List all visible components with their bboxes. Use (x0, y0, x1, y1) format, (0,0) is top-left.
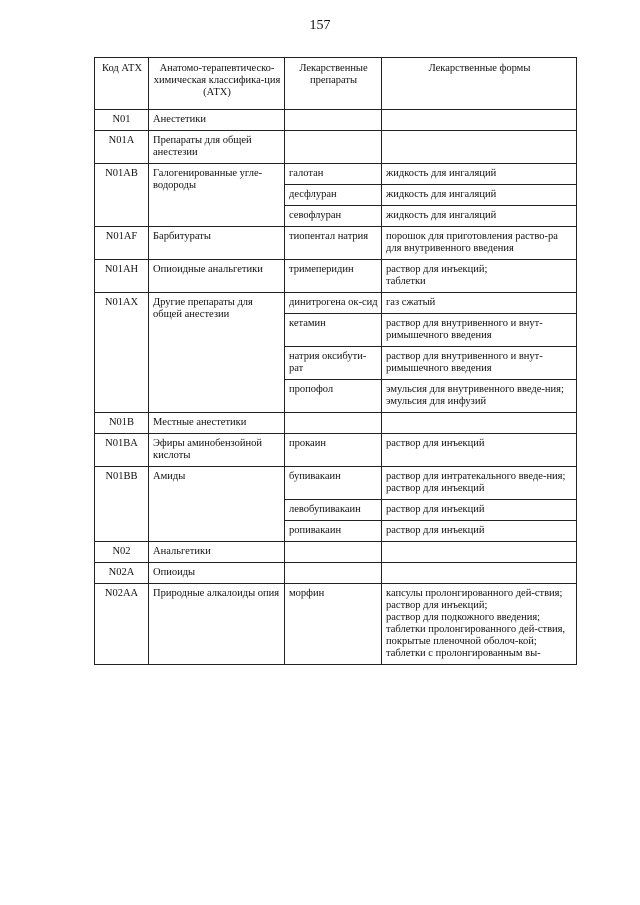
drug-name-cell: галотан (285, 164, 382, 185)
table-row (95, 413, 577, 434)
atx-class-cell: Другие препараты для общей анестезии (149, 293, 285, 413)
dosage-form-text: порошок для приготовления раство-ра для внутривенного введения (386, 231, 558, 254)
dosage-form-text: газ сжатый (386, 297, 436, 308)
drug-name-cell: севофлуран (285, 206, 382, 227)
drug-name-cell: динитрогена ок-сид (285, 293, 382, 314)
atx-code-cell: N02 (95, 542, 149, 563)
drug-name-cell: бупивакаин (285, 467, 382, 500)
atx-code-cell: N02A (95, 563, 149, 584)
dosage-form-cell (382, 185, 577, 206)
empty-cell (382, 110, 577, 131)
empty-cell (285, 110, 382, 131)
dosage-form-cell (382, 260, 577, 293)
table-row (95, 164, 577, 185)
atx-class-cell: Амиды (149, 467, 285, 542)
drug-name-cell: десфлуран (285, 185, 382, 206)
empty-cell (285, 563, 382, 584)
header-atx: Анатомо-терапевтическо-химическая классифика-ция (АТХ) (149, 58, 285, 110)
dosage-form-cell (382, 380, 577, 413)
page-number: 157 (309, 18, 331, 33)
dosage-form-text: раствор для инъекций (386, 504, 485, 515)
dosage-form-cell (382, 347, 577, 380)
dosage-form-cell (382, 521, 577, 542)
table-header-row (95, 58, 577, 110)
drug-name-cell: ропивакаин (285, 521, 382, 542)
dosage-form-cell (382, 467, 577, 500)
dosage-form-cell (382, 206, 577, 227)
atx-class-cell: Анестетики (149, 110, 285, 131)
table-row (95, 434, 577, 467)
atx-class-cell: Опиоидные анальгетики (149, 260, 285, 293)
table-row (95, 260, 577, 293)
atx-class-cell: Галогенированные угле-водороды (149, 164, 285, 227)
table-row (95, 293, 577, 314)
drug-name-cell: пропофол (285, 380, 382, 413)
atx-class-cell: Барбитураты (149, 227, 285, 260)
atx-code-cell: N01 (95, 110, 149, 131)
dosage-form-text: жидкость для ингаляций (386, 168, 497, 179)
table-row (95, 131, 577, 164)
dosage-form-text: раствор для инъекций (386, 438, 485, 449)
dosage-form-cell (382, 227, 577, 260)
dosage-form-cell (382, 434, 577, 467)
drug-name-cell: левобупивакаин (285, 500, 382, 521)
header-code: Код АТХ (95, 58, 149, 110)
atx-code-cell: N01B (95, 413, 149, 434)
dosage-form-text: раствор для инъекций; таблетки (386, 264, 488, 287)
atx-class-cell: Местные анестетики (149, 413, 285, 434)
dosage-form-cell (382, 164, 577, 185)
empty-cell (285, 131, 382, 164)
atx-class-cell: Опиоиды (149, 563, 285, 584)
dosage-form-cell (382, 293, 577, 314)
table-row (95, 467, 577, 500)
atx-class-cell: Препараты для общей анестезии (149, 131, 285, 164)
empty-cell (285, 413, 382, 434)
atx-code-cell: N01A (95, 131, 149, 164)
table-row (95, 110, 577, 131)
dosage-form-text: раствор для инъекций (386, 525, 485, 536)
atx-class-cell: Эфиры аминобензойной кислоты (149, 434, 285, 467)
empty-cell (382, 542, 577, 563)
dosage-form-text: жидкость для ингаляций (386, 189, 497, 200)
empty-cell (285, 542, 382, 563)
dosage-form-text: раствор для внутривенного и внут-римышечного введения (386, 351, 543, 374)
atx-code-cell: N01BA (95, 434, 149, 467)
drug-name-cell: морфин (285, 584, 382, 665)
atx-table (94, 57, 577, 665)
atx-code-cell: N01AF (95, 227, 149, 260)
drug-name-cell: кетамин (285, 314, 382, 347)
drug-name-cell: тиопентал натрия (285, 227, 382, 260)
atx-code-cell: N02AA (95, 584, 149, 665)
dosage-form-text: эмульсия для внутривенного введе-ния; эмульсия для инфузий (386, 384, 564, 407)
table-row (95, 227, 577, 260)
dosage-form-cell (382, 584, 577, 665)
atx-class-cell: Анальгетики (149, 542, 285, 563)
atx-class-cell: Природные алкалоиды опия (149, 584, 285, 665)
drug-name-cell: натрия оксибути-рат (285, 347, 382, 380)
dosage-form-text: капсулы пролонгированного дей-ствия; раствор для инъекций; раствор для подкожного введения; таблетки пролонгированного дей-ствия, покрытые пленочной оболоч-кой; таблетки с пролонгированным вы- (386, 588, 566, 659)
header-forms: Лекарственные формы (382, 58, 577, 110)
empty-cell (382, 413, 577, 434)
table-row (95, 584, 577, 665)
atx-code-cell: N01AB (95, 164, 149, 227)
dosage-form-text: раствор для интратекального введе-ния; раствор для инъекций (386, 471, 566, 494)
drug-name-cell: прокаин (285, 434, 382, 467)
table-body (95, 110, 577, 665)
atx-code-cell: N01AH (95, 260, 149, 293)
atx-code-cell: N01BB (95, 467, 149, 542)
dosage-form-cell (382, 314, 577, 347)
dosage-form-text: жидкость для ингаляций (386, 210, 497, 221)
dosage-form-cell (382, 500, 577, 521)
drug-name-cell: тримеперидин (285, 260, 382, 293)
header-drugs: Лекарственные препараты (285, 58, 382, 110)
table-row (95, 563, 577, 584)
dosage-form-text: раствор для внутривенного и внут-римышечного введения (386, 318, 543, 341)
table-row (95, 542, 577, 563)
empty-cell (382, 131, 577, 164)
atx-code-cell: N01AX (95, 293, 149, 413)
empty-cell (382, 563, 577, 584)
